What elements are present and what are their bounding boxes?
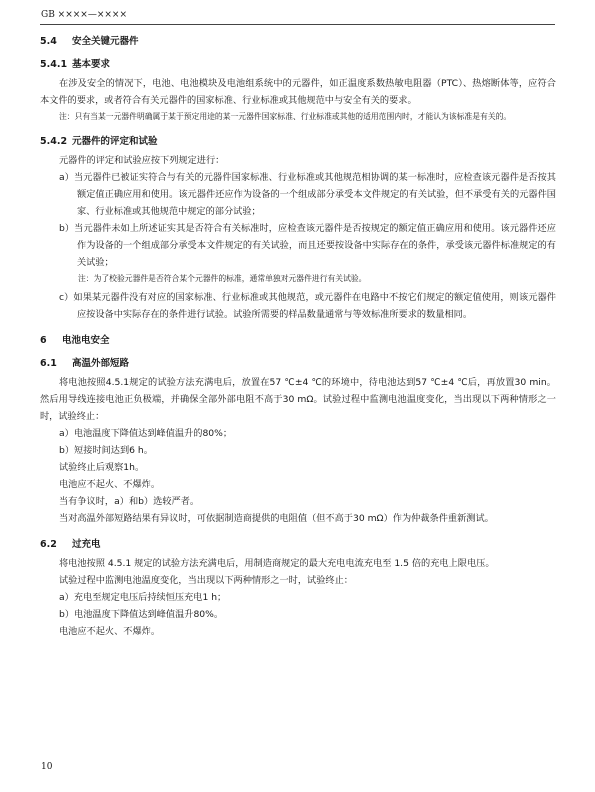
- heading-number: 5.4.1: [40, 59, 68, 70]
- list-item-a: a）电池温度下降值达到峰值温升的80%；: [59, 428, 233, 439]
- heading-number: 5.4.2: [40, 136, 68, 147]
- paragraph: 在涉及安全的情况下，电池、电池模块及电池组系统中的元器件，如正温度系数热敏电阻器（PTC）、热熔断体等，应符合本文件的要求，或者符合有关元器件的国家标准、行业标准或其他规范中与安全有关的要求。: [40, 78, 556, 106]
- heading-title: 元器件的评定和试验: [72, 136, 158, 147]
- list-item-b: b）当元器件未如上所述证实其是否符合有关标准时，应检查该元器件是否按规定的额定值正确应用和使用。该元器件还应作为设备的一个组成部分承受本文件规定的有关试验，而且还要按设备中实际存在的条件，承受该元器件标准规定的有关试验；: [59, 223, 556, 268]
- paragraph: 将电池按照 4.5.1 规定的试验方法充满电后，用制造商规定的最大充电电流充电至 1.5 倍的充电上限电压。: [59, 558, 495, 569]
- heading-number: 6.2: [40, 539, 57, 550]
- heading-6-1: [40, 355, 556, 369]
- text-line: 当有争议时，a）和b）选较严者。: [59, 496, 200, 507]
- heading-number: 6.1: [40, 358, 57, 369]
- heading-title: 电池电安全: [62, 335, 110, 346]
- heading-5-4-1: [40, 56, 556, 70]
- document-code: GB ××××—××××: [41, 10, 127, 20]
- heading-6: [40, 332, 556, 346]
- text-line: 试验终止后观察1h。: [59, 462, 145, 473]
- page-body: [40, 27, 556, 640]
- heading-6-2: [40, 536, 556, 550]
- list-item-a: a）充电至规定电压后持续恒压充电1 h；: [59, 592, 227, 603]
- note: 注：只有当某一元器件明确属于某于预定用途的某一元器件国家标准、行业标准或其他的适用范围内时，才能认为该标准是有关的。: [59, 112, 512, 121]
- heading-title: 高温外部短路: [72, 358, 130, 369]
- text-line: 试验过程中监测电池温度变化，当出现以下两种情形之一时，试验终止：: [59, 575, 353, 586]
- list-item-c: c）如果某元器件没有对应的国家标准、行业标准或其他规范，或元器件在电路中不按它们规定的额定值使用，则该元器件应按设备中实际存在的条件进行试验。试验所需要的样品数量通常与等效标准所要求的数量相同。: [59, 292, 556, 320]
- list-item-b: b）电池温度下降值达到峰值温升80%。: [59, 609, 224, 620]
- list-item-a: a）当元器件已被证实符合与有关的元器件国家标准、行业标准或其他规范相协调的某一标准时，应检查该元器件是否按其额定值正确应用和使用。该元器件还应作为设备的一个组成部分承受本文件规定的有关试验，但不承受有关的元器件国家、行业标准或其他规范中规定的部分试验；: [59, 172, 556, 217]
- paragraph: 元器件的评定和试验应按下列规定进行：: [59, 155, 225, 166]
- text-line: 电池应不起火、不爆炸。: [59, 479, 161, 490]
- heading-title: 基本要求: [72, 59, 111, 70]
- heading-number: 6: [40, 335, 47, 346]
- heading-title: 过充电: [72, 539, 101, 550]
- note: 注：为了校验元器件是否符合某个元器件的标准，通常单独对元器件进行有关试验。: [78, 274, 367, 283]
- text-line: 电池应不起火、不爆炸。: [59, 626, 161, 637]
- paragraph: 当对高温外部短路结果有异议时，可依据制造商提供的电阻值（但不高于30 mΩ）作为仲裁条件重新测试。: [59, 513, 494, 524]
- heading-5-4: [40, 33, 556, 47]
- page-number: 10: [41, 762, 53, 772]
- list-item-b: b）短接时间达到6 h。: [59, 445, 153, 456]
- heading-title: 安全关键元器件: [72, 36, 139, 47]
- paragraph: 将电池按照4.5.1规定的试验方法充满电后，放置在57 ℃±4 ℃的环境中，待电池达到57 ℃±4 ℃后，再放置30 min。然后用导线连接电池正负极端，并确保全部外部电阻不高于30 mΩ。试验过程中监测电池温度变化，当出现以下两种情形之一时，试验终止：: [40, 377, 556, 422]
- heading-5-4-2: [40, 133, 556, 147]
- heading-number: 5.4: [40, 36, 57, 47]
- header-rule: [40, 24, 555, 25]
